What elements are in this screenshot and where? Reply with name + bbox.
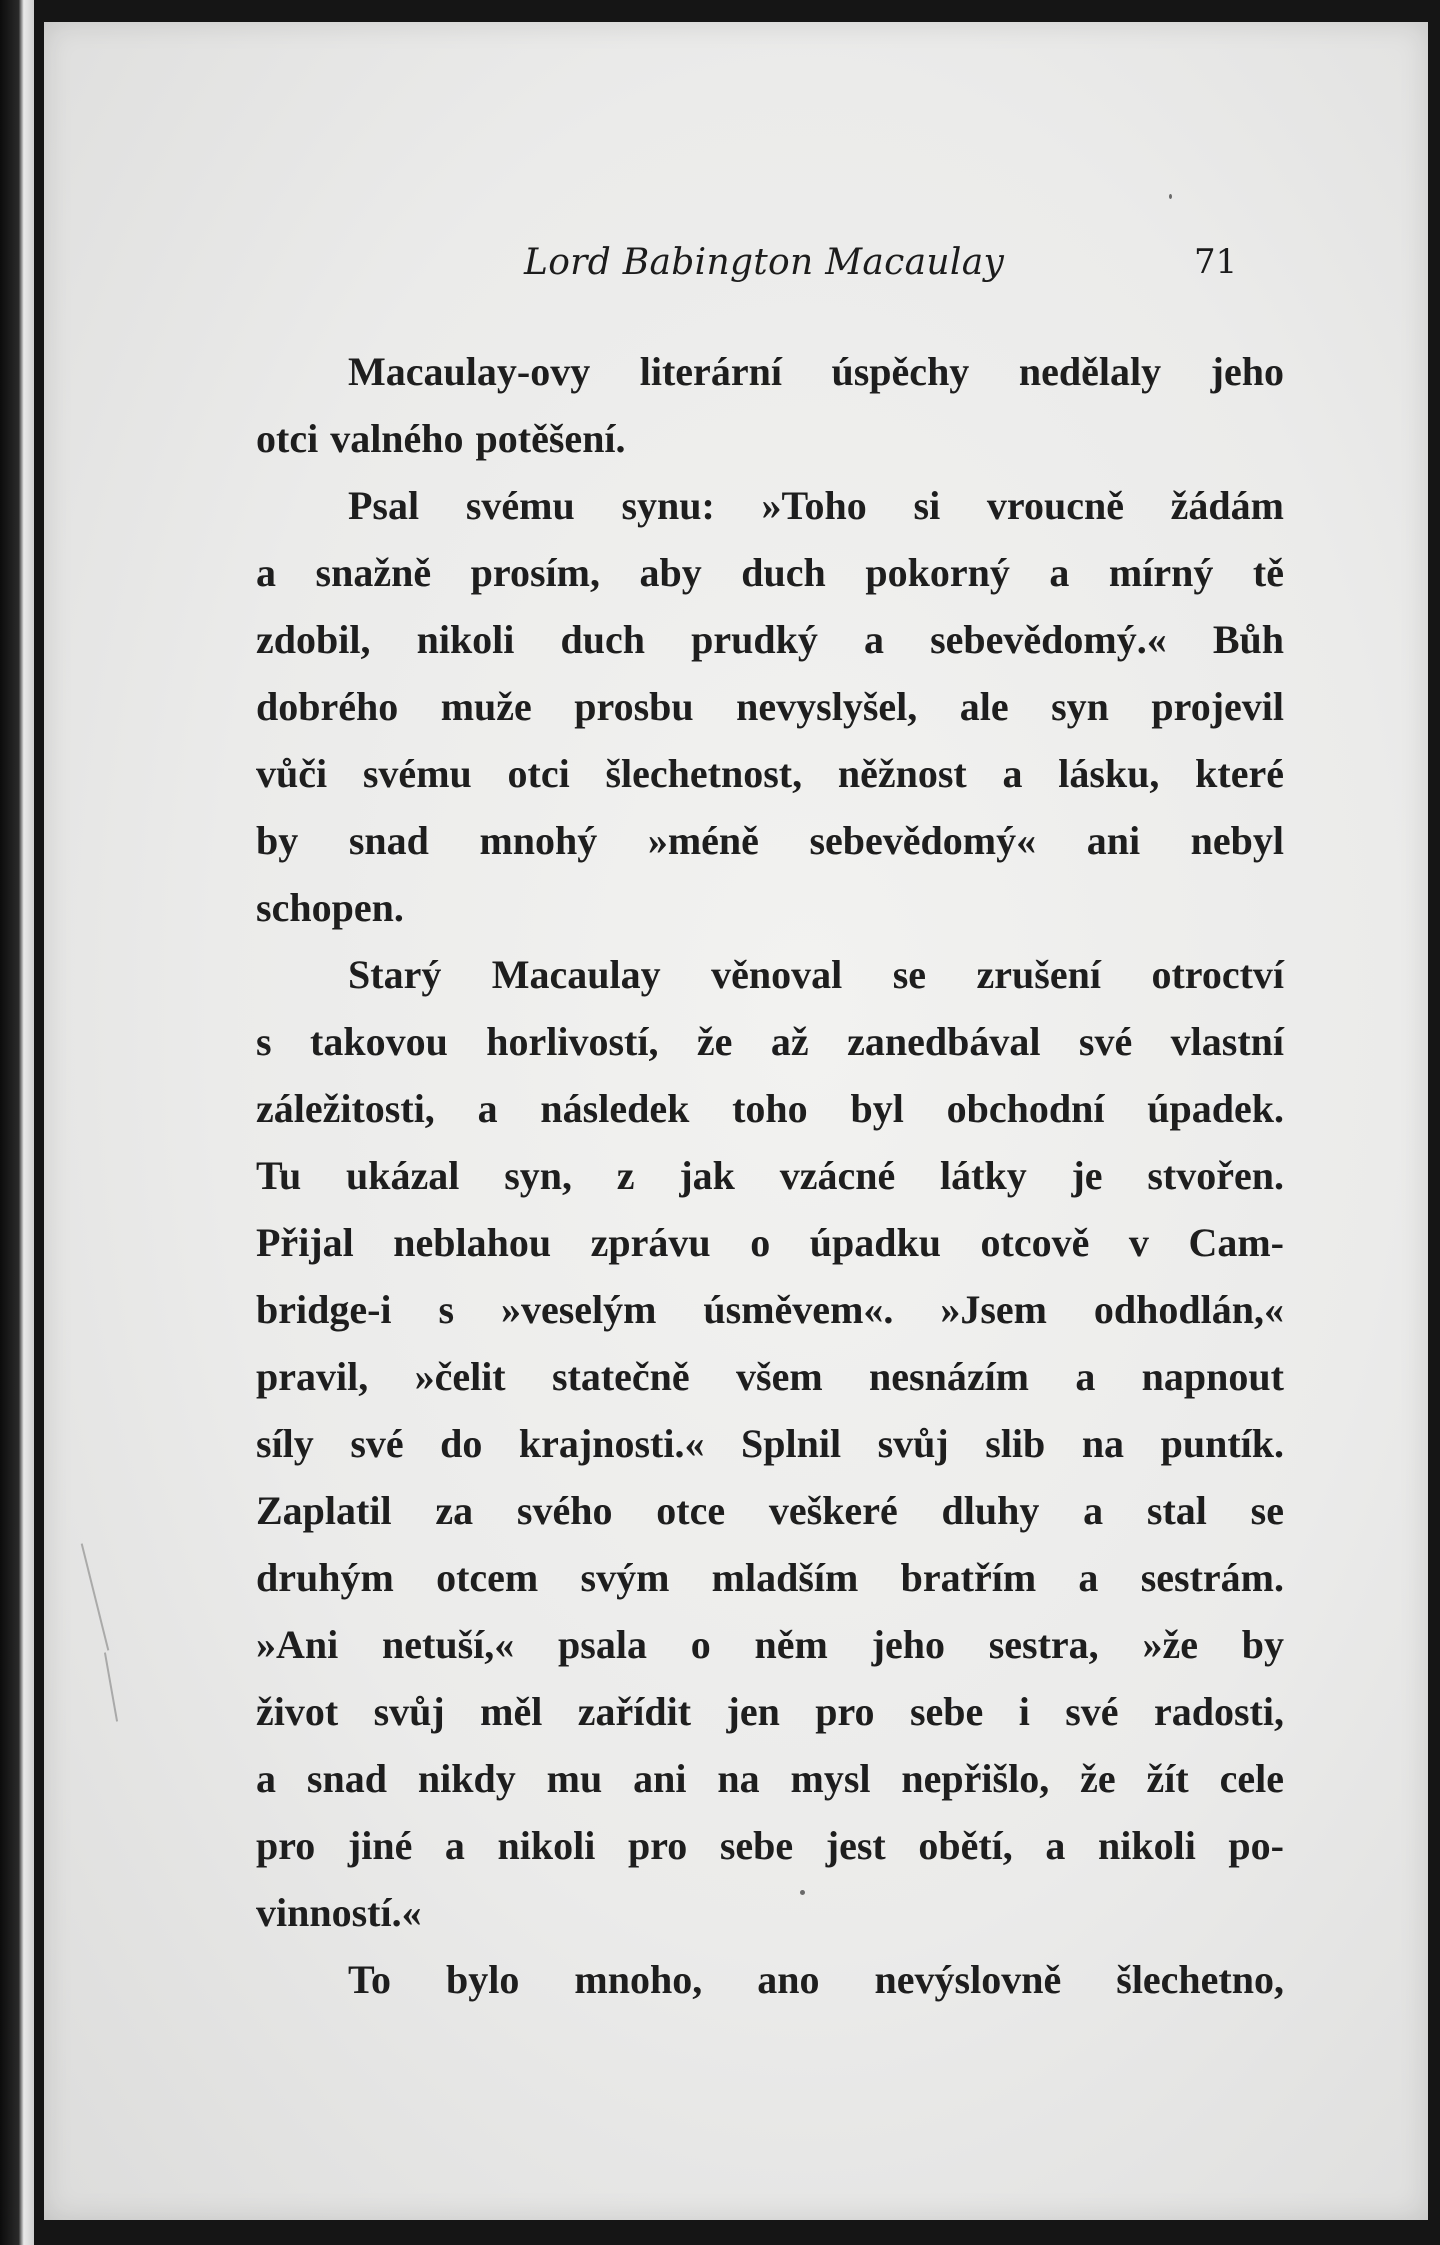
text-line: bridge-i s »veselým úsměvem«. »Jsem odhodlán,«: [256, 1287, 1284, 1332]
book-page: [44, 22, 1428, 2220]
text-line: a snad nikdy mu ani na mysl nepřišlo, že žít cele: [256, 1756, 1284, 1801]
running-header: [44, 242, 1428, 292]
book-spine-edge: [0, 0, 34, 2245]
paper-scratch: [104, 1652, 118, 1721]
text-line: zdobil, nikoli duch prudký a sebevědomý.« Bůh: [256, 617, 1284, 662]
text-line: Psal svému synu: »Toho si vroucně žádám: [348, 483, 1284, 528]
text-line: schopen.: [256, 885, 404, 930]
text-line: Zaplatil za svého otce veškeré dluhy a stal se: [256, 1488, 1284, 1533]
paper-speck: [1169, 194, 1172, 199]
text-line: druhým otcem svým mladším bratřím a sestrám.: [256, 1555, 1284, 1600]
text-line: pravil, »čelit statečně všem nesnázím a napnout: [256, 1354, 1284, 1399]
paper-speck: [800, 1890, 805, 1895]
text-line: vůči svému otci šlechetnost, něžnost a lásku, které: [256, 751, 1284, 796]
text-line: s takovou horlivostí, že až zanedbával své vlastní: [256, 1019, 1284, 1064]
body-text: [256, 338, 1284, 2013]
text-line: síly své do krajnosti.« Splnil svůj slib na puntík.: [256, 1421, 1284, 1466]
text-line: To bylo mnoho, ano nevýslovně šlechetno,: [348, 1957, 1284, 2002]
page-number: 71: [1194, 242, 1238, 282]
text-line: Tu ukázal syn, z jak vzácné látky je stvořen.: [256, 1153, 1284, 1198]
text-line: »Ani netuší,« psala o něm jeho sestra, »že by: [256, 1622, 1284, 1667]
text-line: a snažně prosím, aby duch pokorný a mírný tě: [256, 550, 1284, 595]
text-line: vinností.«: [256, 1890, 422, 1935]
text-line: pro jiné a nikoli pro sebe jest obětí, a nikoli po-: [256, 1823, 1284, 1868]
paper-scratch: [81, 1543, 110, 1650]
text-line: život svůj měl zařídit jen pro sebe i své radosti,: [256, 1689, 1284, 1734]
text-line: Přijal neblahou zprávu o úpadku otcově v Cam-: [256, 1220, 1284, 1265]
text-line: otci valného potěšení.: [256, 416, 626, 461]
text-line: by snad mnohý »méně sebevědomý« ani nebyl: [256, 818, 1284, 863]
text-line: Macaulay-ovy literární úspěchy nedělaly jeho: [348, 349, 1284, 394]
text-line: dobrého muže prosbu nevyslyšel, ale syn projevil: [256, 684, 1284, 729]
text-line: záležitosti, a následek toho byl obchodní úpadek.: [256, 1086, 1284, 1131]
text-line: Starý Macaulay věnoval se zrušení otroctví: [348, 952, 1284, 997]
running-header-title: Lord Babington Macaulay: [524, 242, 1005, 283]
